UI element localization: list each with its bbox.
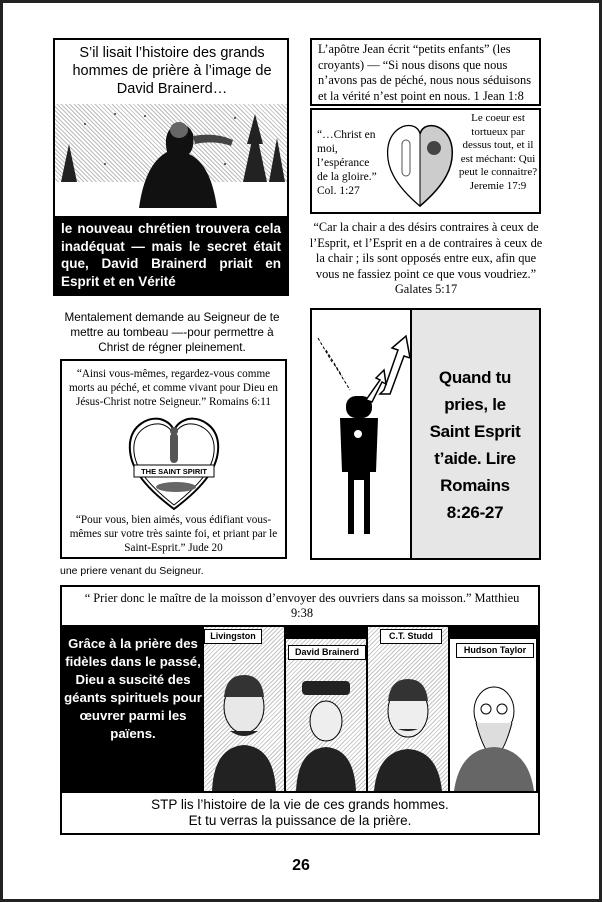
panel-harvest-missionaries bbox=[60, 585, 540, 835]
saint-spirit-label: THE SAINT SPIRIT bbox=[141, 467, 207, 476]
matthew-quote-text: “ Prier donc le maître de la moisson d’envoyer des ouvriers dans sa moisson.” Matthieu 9:38 bbox=[84, 591, 520, 620]
brainerd-illustration bbox=[55, 104, 287, 216]
panel-john-quote bbox=[310, 38, 541, 106]
panel-brainerd-prayer bbox=[53, 38, 289, 296]
taylor-portrait-icon bbox=[450, 639, 536, 791]
page-number: 26 bbox=[292, 857, 310, 874]
missionaries-footer-line1: STP lis l’histoire de la vie de ces grands hommes. bbox=[151, 797, 449, 812]
livingston-portrait-icon bbox=[204, 627, 284, 791]
jeremiah-verse-text: Le coeur est tortueux par dessus tout, et il est méchant: Qui peut le connaitre? Jeremie 17:9 bbox=[458, 112, 538, 192]
kneeling-man-in-snow-illustration bbox=[55, 104, 287, 216]
name-hudson-taylor: Hudson Taylor bbox=[456, 643, 534, 658]
jude-quote-text: “Pour vous, bien aimés, vous édifiant vous-mêmes sur votre très sainte foi, et priant par le Saint-Esprit.” Jude 20 bbox=[69, 514, 278, 554]
saint-spirit-heart-icon bbox=[126, 415, 222, 511]
portrait-brainerd bbox=[286, 639, 366, 791]
portrait-studd bbox=[368, 627, 448, 791]
romans-quote-text: “Ainsi vous-mêmes, regardez-vous comme morts au péché, et comme vivant pour Dieu en Jésus-Christ notre Seigneur.” Romains 6:11 bbox=[68, 368, 279, 408]
name-david-brainerd: David Brainerd bbox=[288, 645, 366, 660]
mental-prayer-intro: Mentalement demande au Seigneur de te mettre au tombeau —-pour permettre à Christ de régner pleinement. bbox=[64, 311, 280, 354]
portrait-livingston bbox=[204, 627, 284, 791]
john-quote-text: L’apôtre Jean écrit “petits enfants” (les croyants) — “Si nous disons que nous n’avons pas de péché, nous nous séduisons et la vérité n’est point en nous. 1 Jean 1:8 bbox=[318, 42, 532, 103]
two-sided-heart-icon bbox=[386, 122, 454, 208]
brainerd-portrait-icon bbox=[286, 639, 366, 791]
panel-romans-jude bbox=[60, 359, 287, 559]
panel-caption: le nouveau chrétien trouvera cela inadéquat — mais le secret était que, David Brainerd priait en Esprit et en Vérité bbox=[61, 221, 281, 289]
panel-holy-spirit-helps bbox=[310, 308, 541, 560]
panel-heart-verses bbox=[310, 108, 541, 214]
galates-quote-text: “Car la chair a des désirs contraires à ceux de l’Esprit, et l’Esprit en a de contraires à ceux de la chair ; ils sont opposés entre eux, afin que vous ne fassiez point ce que vous voudriez.” Galates 5:17 bbox=[309, 220, 543, 297]
portrait-taylor bbox=[450, 639, 536, 791]
name-ct-studd: C.T. Studd bbox=[380, 629, 442, 644]
giants-text: Grâce à la prière des fidèles dans le passé, Dieu a suscité des géants spirituels pour œuvrer parmi les païens. bbox=[64, 636, 202, 741]
name-livingston: Livingston bbox=[204, 629, 262, 644]
panel-heading: S’il lisait l’histoire des grands hommes de prière à l’image de David Brainerd… bbox=[72, 45, 272, 97]
missionaries-footer-line2: Et tu verras la puissance de la prière. bbox=[188, 813, 412, 828]
holy-spirit-text: Quand tu pries, le Saint Esprit t’aide. Lire Romains 8:26-27 bbox=[429, 368, 521, 522]
praying-figure-illustration bbox=[312, 310, 410, 558]
col-verse-text: “…Christ en moi, l’espérance de la gloire.” Col. 1:27 bbox=[317, 129, 377, 197]
studd-portrait-icon bbox=[368, 627, 448, 791]
prayer-footer-text: une priere venant du Seigneur. bbox=[60, 565, 204, 577]
